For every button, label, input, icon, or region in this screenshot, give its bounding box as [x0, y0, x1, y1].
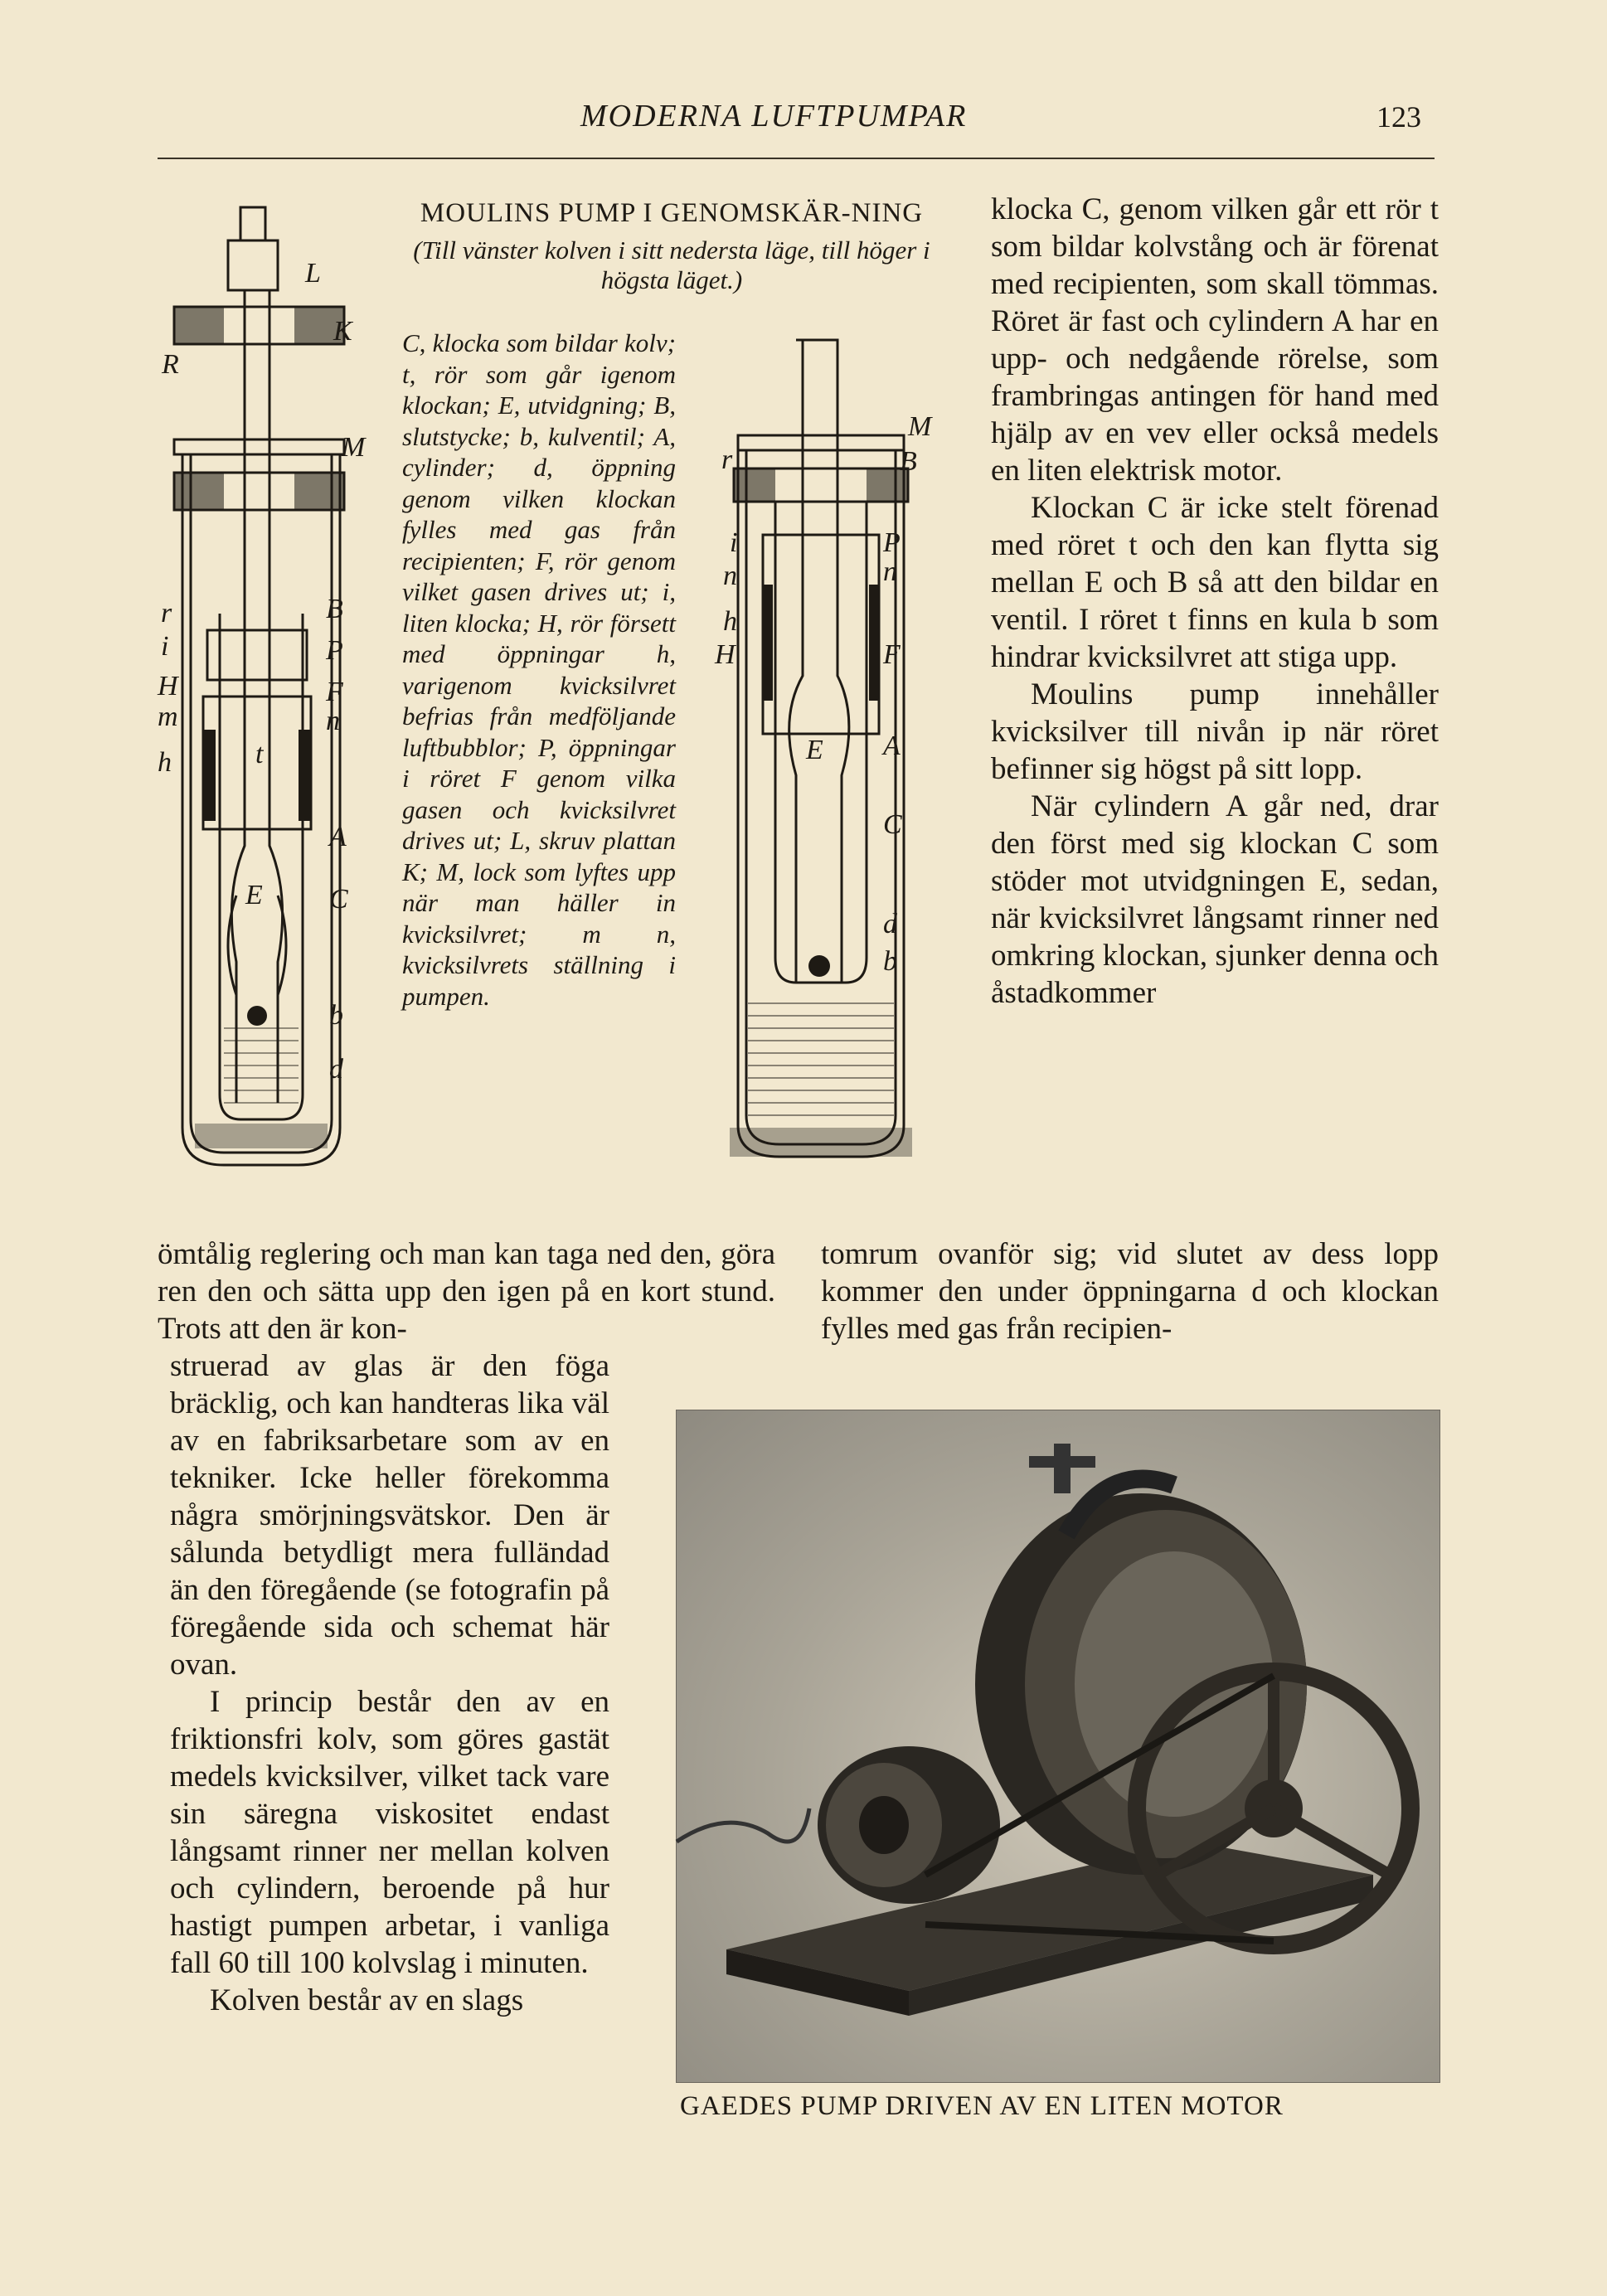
pump-machine-image: [677, 1410, 1440, 2082]
right-paragraph: Moulins pump innehåller kvicksilver till nivån ip när röret befinner sig högst på sitt lopp.: [991, 677, 1439, 786]
right-paragraph: När cylindern A går ned, drar den först med sig klockan C som stöder mot utvidgningen E, sedan, när kvicksilvret långsamt rinner ned omkring klockan, sjunker denna och åstadkommer: [991, 789, 1439, 1010]
left-column-text: [170, 1347, 609, 2019]
svg-text:d: d: [329, 1054, 343, 1085]
svg-text:b: b: [883, 946, 897, 977]
svg-text:F: F: [883, 639, 901, 670]
left-paragraph: Kolven består av en slags: [210, 1983, 524, 2017]
svg-text:n: n: [883, 556, 897, 587]
right-paragraph: Klockan C är icke stelt förenad med röret t och den kan flytta sig mellan E och B så att den bildar en ventil. I röret t finns en kula b som hindrar kvicksilvret att stiga upp.: [991, 491, 1439, 674]
figure-legend: C, klocka som bildar kolv; t, rör som går igenom klockan; E, utvidgning; B, slutstycke; b, kulventil; A, cylinder; d, öppning genom vilken klockan fylles med gas från recipienten; F, rör genom vilket gasen drives ut; i, liten klocka; H, rör försett med öppningar h, varigenom kvicksilvret befrias från medföljande luftbubblor; P, öppningar i röret F genom vilka gasen och kvicksilvret drives ut; L, skruv plattan K; M, lock som lyftes upp när man häller in kvicksilvret; m n, kvicksilvrets ställning i pumpen.: [402, 328, 676, 1011]
svg-text:H: H: [715, 639, 736, 670]
full-width-left-text: ömtålig reglering och man kan taga ned den, göra ren den och sätta upp den igen på en kort stund. Trots att den är kon-: [158, 1237, 775, 1346]
svg-text:r: r: [721, 444, 733, 475]
right-paragraph: klocka C, genom vilken går ett rör t som bildar kolvstång och är förenat med recipienten, som skall tömmas. Röret är fast och cylindern A har en upp- och nedgående rörelse, som frambringas antingen för hand med hjälp av en vev eller också medels en liten elektrisk motor.: [991, 192, 1439, 488]
svg-text:H: H: [158, 671, 178, 701]
svg-text:M: M: [908, 411, 932, 442]
right-column-text: [991, 191, 1439, 1012]
svg-text:B: B: [900, 446, 917, 477]
svg-text:A: A: [329, 822, 347, 852]
svg-text:A: A: [883, 731, 901, 761]
svg-text:r: r: [161, 598, 172, 629]
svg-text:F: F: [326, 677, 343, 707]
figure-caption-block: [398, 197, 945, 295]
page-number: 123: [1376, 100, 1421, 133]
svg-text:t: t: [255, 739, 264, 769]
svg-text:h: h: [158, 747, 172, 778]
svg-text:R: R: [162, 349, 179, 380]
figure-subtitle: (Till vänster kolven i sitt nedersta läge, till höger i högsta läget.): [413, 235, 930, 294]
pump-diagram-left: [158, 199, 365, 1169]
svg-text:n: n: [723, 561, 737, 591]
svg-text:E: E: [806, 735, 823, 765]
svg-text:m: m: [158, 701, 178, 732]
svg-text:P: P: [883, 527, 901, 558]
svg-text:B: B: [326, 594, 343, 624]
svg-text:i: i: [161, 631, 169, 662]
svg-text:n: n: [326, 706, 340, 736]
svg-text:b: b: [329, 1000, 343, 1031]
photo-caption: GAEDES PUMP DRIVEN AV EN LITEN MOTOR: [680, 2091, 1284, 2121]
svg-text:P: P: [326, 635, 343, 666]
running-header: MODERNA LUFTPUMPAR: [580, 99, 968, 133]
svg-text:i: i: [730, 527, 738, 558]
figure-title: MOULINS PUMP I GENOMSKÄR-NING: [420, 198, 924, 228]
svg-text:E: E: [245, 880, 263, 910]
svg-text:L: L: [305, 258, 321, 289]
svg-text:K: K: [333, 316, 352, 347]
left-paragraph: struerad av glas är den föga bräcklig, och kan handteras lika väl av en fabriksarbetare som av en tekniker. Icke heller förekomma några smörjningsvätskor. Den är sålunda betydligt mera fulländad än den föregående (se fotografin på föregående sida och schemat här ovan.: [170, 1349, 609, 1682]
gaede-pump-photo: [676, 1410, 1440, 2083]
svg-text:C: C: [329, 884, 348, 915]
svg-text:M: M: [342, 432, 366, 463]
svg-text:h: h: [723, 606, 737, 637]
left-paragraph: I princip består den av en friktionsfri kolv, som göres gastät medels kvicksilver, vilket tack vare sin säregna viskositet endast långsamt rinner ner mellan kolven och cylindern, beroende på hur hastigt pumpen arbetar, i vanliga fall 60 till 100 kolvslag i minuten.: [170, 1685, 609, 1980]
header-rule: [158, 158, 1435, 159]
svg-text:C: C: [883, 809, 902, 840]
svg-text:d: d: [883, 909, 897, 939]
full-width-right-text: tomrum ovanför sig; vid slutet av dess lopp kommer den under öppningarna d och klockan fylles med gas från recipien-: [821, 1237, 1439, 1346]
pump-diagram-right: [713, 328, 932, 1165]
